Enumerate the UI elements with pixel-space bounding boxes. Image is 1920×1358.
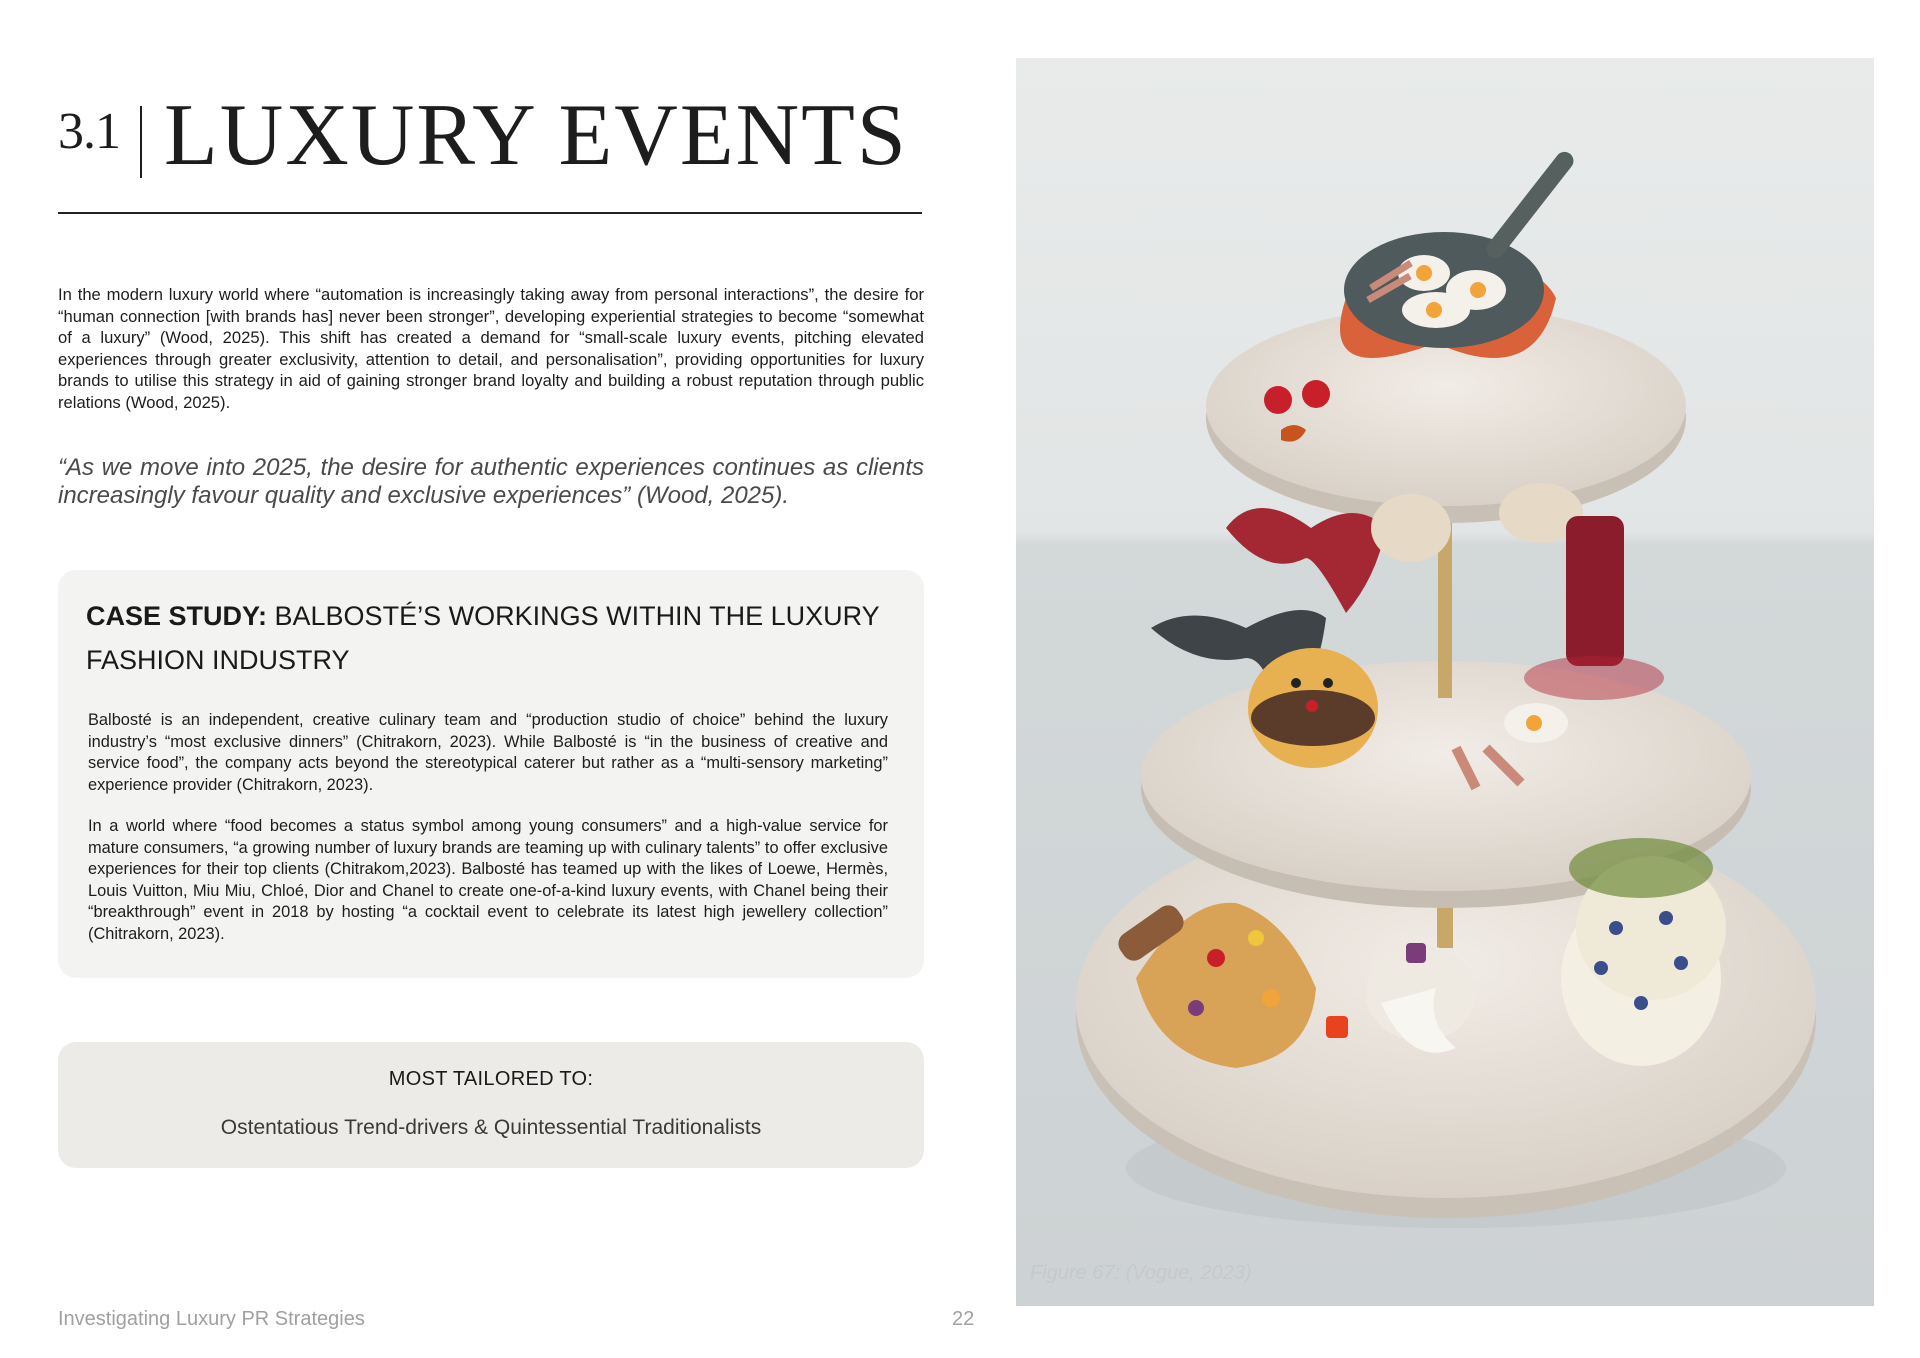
case-study-title [86,594,906,682]
section-number: 3.1 [58,103,120,160]
cake-stand-illustration [1016,58,1874,1306]
pull-quote: “As we move into 2025, the desire for authentic experiences continues as clients increasingly favour quality and exclusive experiences” (Wood, 2025). [58,454,924,509]
page-number: 22 [952,1308,975,1330]
intro-paragraph: In the modern luxury world where “automation is increasingly taking away from personal interactions”, the desire for “human connection [with brands has] never been stronger”, developing experiential strategies to become “somewhat of a luxury” (Wood, 2025). This shift has created a demand for “small-scale luxury events, pitching elevated experiences through greater exclusivity, attention to detail, and personalisation”, providing opportunities for luxury brands to utilise this strategy in aid of gaining stronger brand loyalty and building a robust reputation through public relations (Wood, 2025). [58,285,924,412]
page-title: LUXURY EVENTS [164,87,908,184]
tailored-to-box [58,1042,924,1168]
page-header [58,84,922,214]
case-study-heading: BALBOSTÉ’S WORKINGS WITHIN THE LUXURY FASHION INDUSTRY [86,601,880,675]
case-study-box [58,570,924,978]
figure-caption: Figure 67: (Vogue, 2023) [1030,1262,1252,1284]
tailored-heading: MOST TAILORED TO: [388,1068,594,1090]
case-study-paragraph-1: Balbosté is an independent, creative culinary team and “production studio of choice” behind the luxury industry’s “most exclusive dinners” (Chitrakorn, 2023). While Balbosté is “in the business of creative and service food”, the company acts beyond the stereotypical caterer but rather as a “multi-sensory marketing” experience provider (Chitrakorn, 2023). [88,711,888,794]
tailored-audience: Ostentatious Trend-drivers & Quintessential Traditionalists [220,1116,762,1139]
footer-document-title: Investigating Luxury PR Strategies [58,1308,365,1330]
case-study-label: CASE STUDY: [86,601,268,631]
case-study-paragraph-2: In a world where “food becomes a status symbol among young consumers” and a high-value service for mature consumers, “a growing number of luxury brands are teaming up with culinary talents” to offer exclusive experiences for their top clients (Chitrakom,2023). Balbosté has teamed up with the likes of Loewe, Hermès, Louis Vuitton, Miu Miu, Chloé, Dior and Chanel to create one-of-a-kind luxury events, with Chanel being their “breakthrough” event in 2018 by hosting “a cocktail event to celebrate its latest high jewellery collection” (Chitrakorn, 2023). [88,817,888,943]
event-photo [1016,58,1874,1306]
title-divider [140,106,142,178]
